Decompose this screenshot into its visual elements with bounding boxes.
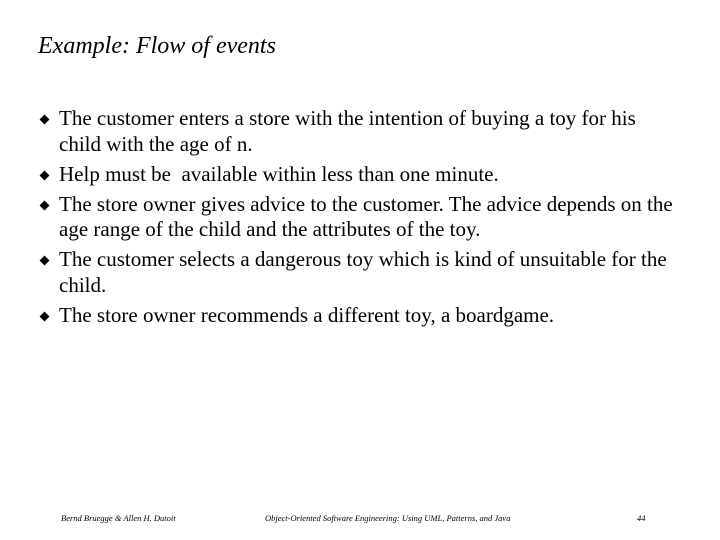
bullet-text: The store owner recommends a different toy, a boardgame.	[59, 302, 555, 327]
footer-authors: Bernd Bruegge & Allen H. Dutoit	[61, 513, 176, 523]
diamond-bullet-icon	[40, 311, 50, 321]
bullet-text: The customer enters a store with the intention of buying a toy for his child with the age of n.	[59, 106, 636, 156]
footer-page-number: 44	[637, 513, 646, 523]
diamond-bullet-icon	[40, 256, 50, 266]
diamond-bullet-icon	[40, 200, 50, 210]
diamond-bullet-icon	[40, 115, 50, 125]
bullet-item	[38, 162, 678, 188]
slide-title: Example: Flow of events	[38, 33, 276, 59]
bullet-list	[38, 106, 678, 333]
footer-book-title: Object-Oriented Software Engineering: Using UML, Patterns, and Java	[265, 513, 511, 523]
bullet-item	[38, 303, 678, 329]
bullet-item	[38, 247, 678, 298]
bullet-item	[38, 106, 678, 157]
bullet-text: Help must be available within less than one minute.	[59, 161, 499, 186]
bullet-text: The customer selects a dangerous toy which is kind of unsuitable for the child.	[59, 247, 667, 297]
bullet-text: The store owner gives advice to the customer. The advice depends on the age range of the child and the attributes of the toy.	[59, 191, 673, 241]
bullet-item	[38, 192, 678, 243]
diamond-bullet-icon	[40, 170, 50, 180]
